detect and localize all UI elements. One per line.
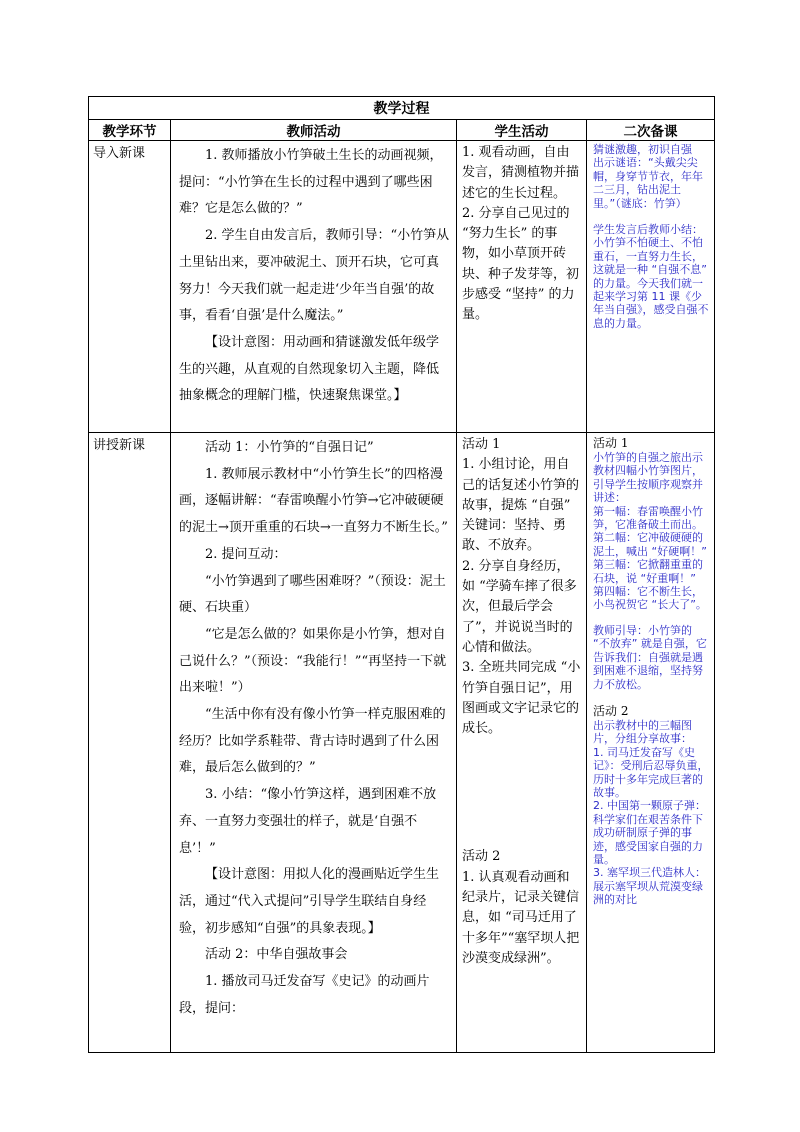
activity-heading: 活动 2: [593, 703, 629, 718]
note-line: 出示教材中的三幅图片，分组分享故事：: [593, 718, 692, 746]
student-item: 1. 小组讨论，用自己的话复述小竹笋的故事，提炼 “自强” 关键词：坚持、勇敢、不放弃。: [462, 457, 580, 554]
teacher-paragraph: “生活中你有没有像小竹笋一样克服困难的经历？比如学系鞋带、背古诗时遇到了什么困难，最后怎么做到的？”: [179, 707, 446, 776]
teacher-paragraph: “它是怎么做的？如果你是小竹笋，想对自己说什么？”（预设：“我能行！”“再坚持一下就出来啦！”）: [179, 626, 447, 696]
secondary-prep-cell: [587, 433, 715, 1053]
header-student-activity: 学生活动: [457, 120, 587, 141]
note-line: 第二幅：它冲破硬硬的泥土，喊出 “好硬啊！”: [593, 531, 707, 558]
stage-cell: 讲授新课: [89, 433, 171, 1053]
design-intent: 【设计意图：用动画和猜谜激发低年级学生的兴趣，从直观的自然现象切入主题，降低抽象概念的理解门槛，快速聚焦课堂。】: [179, 334, 440, 404]
teacher-activity-cell: [171, 141, 457, 433]
note-line: 学生发言后教师小结：小竹笋不怕硬土、不怕重石，一直努力生长，这就是一种 “自强不息” 的力量。今天我们就一起来学习第 11 课《少年当自强》，感受自强不息的力量。: [593, 223, 709, 330]
table-row: [89, 433, 715, 1053]
student-activity-cell: [457, 141, 587, 433]
teaching-process-table: [88, 96, 715, 1053]
teacher-paragraph: 1. 播放司马迁发奋写《史记》的动画片段，提问：: [179, 974, 430, 1016]
note-line: 第四幅：它不断生长，小鸟祝贺它 “长大了”。: [593, 585, 707, 612]
header-teacher-activity: 教师活动: [171, 120, 457, 141]
student-item: 2. 分享自己见过的 “努力生长” 的事物，如小草顶开砖块、种子发芽等，初步感受 “坚持” 的力量。: [462, 205, 580, 323]
teacher-paragraph: 3. 小结：“像小竹笋这样，遇到困难不放弃、一直努力变强壮的样子，就是‘自强不息’！”: [179, 787, 437, 856]
student-activity-cell: [457, 433, 587, 1053]
table-title: 教学过程: [89, 97, 715, 120]
teacher-paragraph: 1. 教师展示教材中“小竹笋生长”的四格漫画，逐幅讲解：“春雷唤醒小竹笋→它冲破硬硬的泥土→顶开重重的石块→一直努力不断生长。”: [179, 466, 448, 536]
activity-heading: 活动 1: [462, 437, 501, 452]
table-row: [89, 141, 715, 433]
stage-cell: 导入新课: [89, 141, 171, 433]
student-item: 1. 认真观看动画和纪录片，记录关键信息，如 “司马迁用了十多年”“塞罕坝人把沙漠变成绿洲”。: [462, 869, 580, 966]
note-line: 3. 塞罕坝三代造林人：展示塞罕坝从荒漠变绿洲的对比: [593, 866, 706, 907]
teacher-paragraph: 2. 提问互动：: [205, 546, 287, 562]
note-line: 出示谜语：“头戴尖尖帽，身穿节节衣，年年二三月，钻出泥土里。”（谜底：竹笋）: [593, 156, 703, 210]
student-item: 3. 全班共同完成 “小竹笋自强日记”，用图画或文字记录它的成长。: [462, 660, 581, 737]
note-line: 教师引导：小竹笋的 “不放弃” 就是自强，它告诉我们：自强就是遇到困难不退缩，坚持努力不放松。: [593, 623, 707, 691]
note-line: 1. 司马迁发奋写《史记》：受刑后忍辱负重，历时十多年完成巨著的故事。: [593, 745, 709, 799]
note-line: 第三幅：它掀翻重重的石块，说 “好重啊！”: [593, 558, 703, 585]
note-line: 2. 中国第一颗原子弹：科学家们在艰苦条件下成功研制原子弹的事迹，感受国家自强的力量。: [593, 799, 706, 866]
design-intent: 【设计意图：用拟人化的漫画贴近学生生活，通过“代入式提问”引导学生联结自身经验，初步感知“自强”的具象表现。】: [179, 867, 440, 936]
activity-heading: 活动 1: [593, 436, 629, 450]
student-item: 1. 观看动画，自由发言，猜测植物并描述它的生长过程。: [462, 145, 580, 201]
teacher-paragraph: “小竹笋遇到了哪些困难呀？”（预设：泥土硬、石块重）: [179, 573, 446, 616]
note-line: 猜谜激趣，初识自强: [593, 143, 692, 156]
teacher-paragraph: 2. 学生自由发言后，教师引导：“小竹笋从土里钻出来，要冲破泥土、顶开石块，它可真努力！今天我们就一起走进‘少年当自强’的故事，看看‘自强’是什么魔法。”: [179, 228, 450, 324]
secondary-prep-cell: [587, 141, 715, 433]
activity-heading: 活动 2：中华自强故事会: [205, 947, 348, 963]
header-stage: 教学环节: [89, 120, 171, 141]
activity-heading: 活动 2: [462, 849, 501, 865]
teacher-activity-cell: [171, 433, 457, 1053]
note-line: 小竹笋的自强之旅出示教材四幅小竹笋图片，引导学生按顺序观察并讲述：: [593, 451, 703, 505]
student-item: 2. 分享自身经历，如 “学骑车摔了很多次，但最后学会了”，并说说当时的心情和做法。: [462, 558, 577, 655]
teacher-paragraph: 1. 教师播放小竹笋破土生长的动画视频，提问：“小竹笋在生长的过程中遇到了哪些困难？它是怎么做的？”: [179, 148, 443, 217]
note-line: 第一幅：春雷唤醒小竹笋，它准备破土而出。: [593, 504, 703, 532]
header-secondary-prep: 二次备课: [587, 120, 715, 141]
activity-heading: 活动 1：小竹笋的“自强日记”: [205, 440, 374, 455]
